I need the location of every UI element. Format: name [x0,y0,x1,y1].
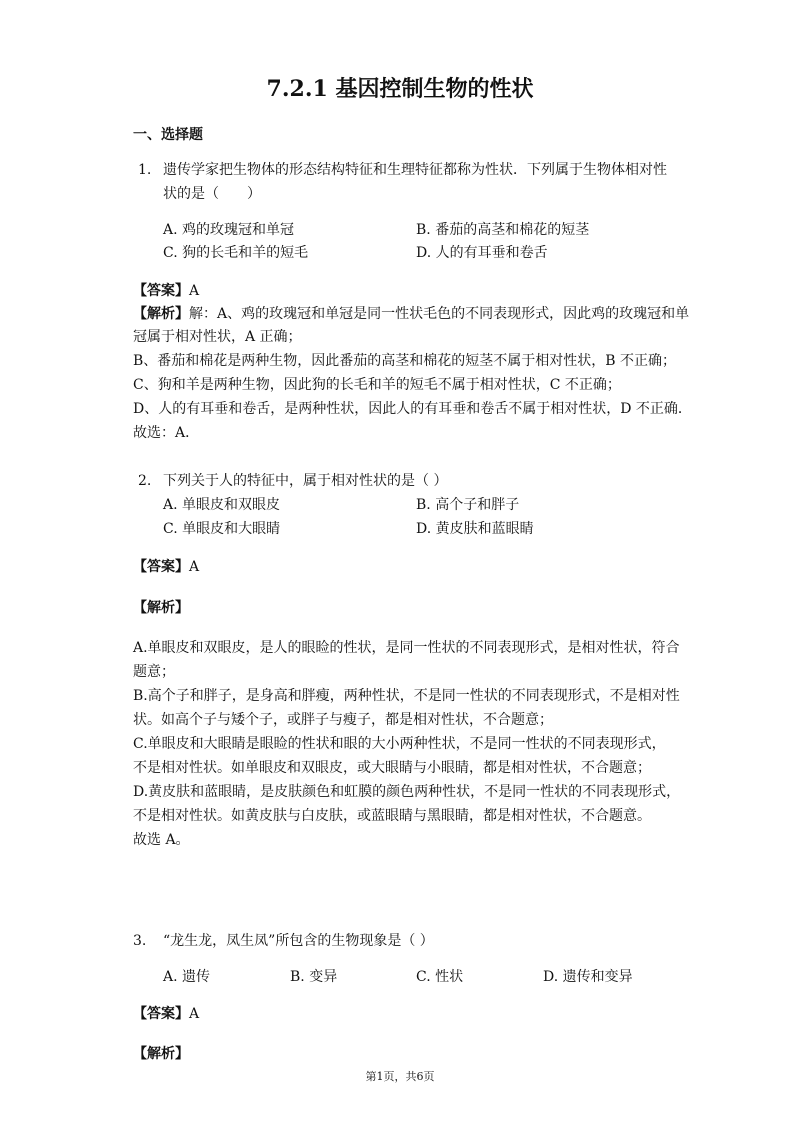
answer-label: 【答案】 [133,283,189,299]
q2-analysis-line6: 不是相对性状。如单眼皮和双眼皮，或大眼睛与小眼睛，都是相对性状，不合题意； [133,760,651,776]
q3-number: 3. [133,933,147,949]
section-heading: 一、选择题 [133,127,203,143]
q3-option-b: B. 变异 [290,969,338,985]
q2-answer [133,556,199,578]
q2-analysis-line7: D.黄皮肤和蓝眼睛，是皮肤颜色和虹膜的颜色两种性状，不是同一性状的不同表现形式， [133,784,681,800]
analysis-label: 【解析】 [133,1046,189,1062]
q2-analysis-line5: C.单眼皮和大眼睛是眼睑的性状和眼的大小两种性状，不是同一性状的不同表现形式， [133,736,666,752]
q2-analysis-line8: 不是相对性状。如黄皮肤与白皮肤，或蓝眼睛与黑眼睛，都是相对性状，不合题意。 [133,808,651,824]
q1-analysis-line4: C、狗和羊是两种生物，因此狗的长毛和羊的短毛不属于相对性状，C 不正确； [133,377,621,393]
q1-option-c: C. 狗的长毛和羊的短毛 [163,245,309,261]
q1-analysis-line5: D、人的有耳垂和卷舌，是两种性状，因此人的有耳垂和卷舌不属于相对性状，D 不正确． [133,401,692,417]
q1-analysis-line6: 故选：A． [133,425,200,441]
q2-analysis-line2: 题意； [133,664,175,680]
q1-stem-line2: 状的是（ ） [163,186,261,202]
q2-option-c: C. 单眼皮和大眼睛 [163,521,281,537]
analysis-label: 【解析】 [133,600,189,616]
q2-analysis-line1: A.单眼皮和双眼皮，是人的眼睑的性状，是同一性状的不同表现形式，是相对性状，符合 [133,640,680,656]
q3-stem: “龙生龙，凤生凤”所包含的生物现象是（ ） [163,933,434,949]
q1-option-d: D. 人的有耳垂和卷舌 [416,245,548,261]
q1-stem-line1: 遗传学家把生物体的形态结构特征和生理特征都称为性状．下列属于生物体相对性 [163,162,667,178]
q1-analysis-line1 [133,303,689,325]
q1-analysis-line2: 冠属于相对性状，A 正确； [133,329,302,345]
q2-analysis-label [133,597,189,619]
analysis-label: 【解析】 [133,306,189,322]
analysis-text: 解：A、鸡的玫瑰冠和单冠是同一性状毛色的不同表现形式，因此鸡的玫瑰冠和单 [189,306,690,322]
q2-analysis-line4: 状。如高个子与矮个子，或胖子与瘦子，都是相对性状，不合题意； [133,712,553,728]
answer-label: 【答案】 [133,559,189,575]
q2-number: 2. [138,473,152,489]
q2-stem: 下列关于人的特征中，属于相对性状的是（ ） [163,473,448,489]
q2-option-a: A. 单眼皮和双眼皮 [163,497,281,513]
answer-value: A [189,283,200,299]
page-title: 7.2.1 基因控制生物的性状 [266,76,534,102]
answer-value: A [189,559,200,575]
q3-option-c: C. 性状 [416,969,464,985]
page-footer: 第1页，共6页 [365,1070,435,1083]
q3-answer [133,1003,199,1025]
answer-label: 【答案】 [133,1006,189,1022]
q1-answer [133,280,199,302]
answer-value: A [189,1006,200,1022]
q2-analysis-line3: B.高个子和胖子，是身高和胖瘦，两种性状，不是同一性状的不同表现形式，不是相对性 [133,688,680,704]
q1-analysis-line3: B、番茄和棉花是两种生物，因此番茄的高茎和棉花的短茎不属于相对性状，B 不正确； [133,353,677,369]
q3-option-a: A. 遗传 [163,969,211,985]
q1-option-a: A. 鸡的玫瑰冠和单冠 [163,222,295,238]
q2-option-d: D. 黄皮肤和蓝眼睛 [416,521,534,537]
q1-number: 1. [138,162,152,178]
q3-analysis-label [133,1043,189,1065]
q2-option-b: B. 高个子和胖子 [416,497,520,513]
q2-analysis-line9: 故选 A。 [133,832,190,848]
q3-option-d: D. 遗传和变异 [543,969,633,985]
q1-option-b: B. 番茄的高茎和棉花的短茎 [416,222,590,238]
